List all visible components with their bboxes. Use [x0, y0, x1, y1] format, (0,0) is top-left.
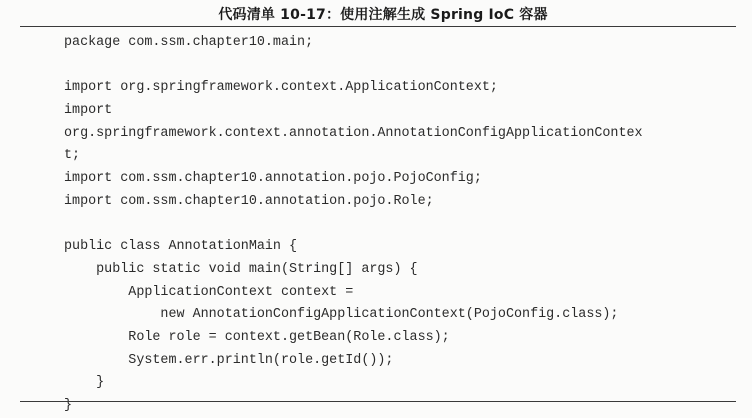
code-block [64, 32, 643, 418]
code-line: t; [64, 148, 81, 164]
code-line [64, 214, 643, 237]
code-line: new AnnotationConfigApplicationContext(PojoConfig.class); [64, 307, 619, 323]
code-line [64, 55, 643, 78]
code-line: import org.springframework.context.ApplicationContext; [64, 80, 498, 96]
code-line: public class AnnotationMain { [64, 239, 298, 255]
code-line: } [64, 375, 105, 391]
code-line: public static void main(String[] args) { [64, 261, 418, 277]
code-line: ApplicationContext context = [64, 284, 354, 300]
code-line: org.springframework.context.annotation.AnnotationConfigApplicationContex [64, 125, 643, 141]
code-line: import com.ssm.chapter10.annotation.pojo.Role; [64, 193, 434, 209]
listing-caption: 代码清单 10-17：使用注解生成 Spring IoC 容器 [218, 7, 548, 23]
code-line: Role role = context.getBean(Role.class); [64, 329, 450, 345]
code-line: } [64, 398, 73, 413]
code-line: package com.ssm.chapter10.main; [64, 35, 314, 50]
code-line: import com.ssm.chapter10.annotation.pojo.PojoConfig; [64, 171, 482, 187]
code-line: System.err.println(role.getId()); [64, 352, 394, 368]
code-line: import [64, 103, 113, 119]
bottom-rule [20, 401, 736, 402]
code-listing [20, 0, 752, 413]
top-rule [20, 26, 736, 27]
